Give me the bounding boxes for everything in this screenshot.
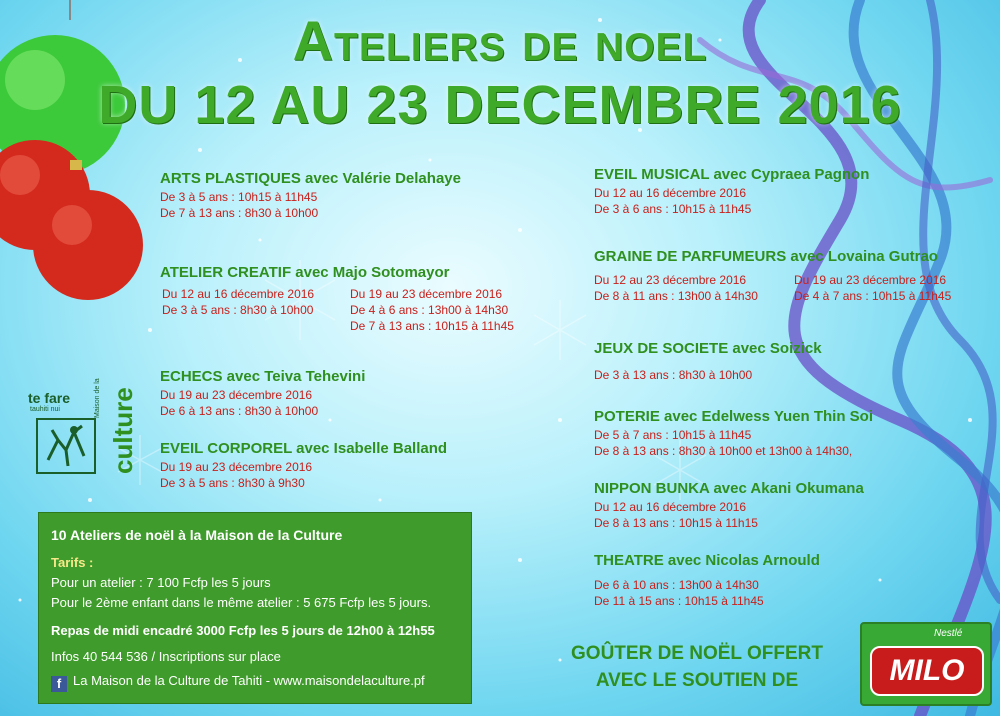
schedule-line: De 7 à 13 ans : 10h15 à 11h45 bbox=[350, 319, 514, 333]
schedule-line: De 4 à 7 ans : 10h15 à 11h45 bbox=[794, 289, 952, 303]
tarif-line: Pour un atelier : 7 100 Fcfp les 5 jours bbox=[51, 575, 271, 590]
schedule-line: Du 12 au 23 décembre 2016 bbox=[594, 273, 747, 287]
workshop-graine-de-parfumeurs bbox=[594, 248, 952, 303]
schedule-line: De 3 à 6 ans : 10h15 à 11h45 bbox=[594, 202, 752, 216]
schedule-line: De 3 à 5 ans : 8h30 à 9h30 bbox=[160, 476, 305, 490]
tarifs-label: Tarifs : bbox=[51, 555, 94, 570]
schedule-line: De 3 à 5 ans : 8h30 à 10h00 bbox=[162, 303, 314, 317]
workshop-heading: THEATRE avec Nicolas Arnould bbox=[594, 552, 820, 569]
schedule-column-left bbox=[594, 272, 758, 304]
workshop-heading: JEUX DE SOCIETE avec Soizick bbox=[594, 340, 822, 357]
logo-te-fare: te fare bbox=[28, 390, 71, 406]
schedule-line: De 11 à 15 ans : 10h15 à 11h45 bbox=[594, 594, 764, 608]
workshop-heading: ARTS PLASTIQUES avec Valérie Delahaye bbox=[160, 170, 461, 187]
logo-maison-de-la: Maison de la bbox=[94, 378, 101, 418]
tarif-line: Pour le 2ème enfant dans le même atelier : 5 675 Fcfp les 5 jours. bbox=[51, 595, 432, 610]
maison-de-la-culture-logo bbox=[28, 378, 138, 478]
schedule-line: Du 12 au 16 décembre 2016 bbox=[162, 287, 315, 301]
poster-title: Ateliers de noel bbox=[292, 9, 708, 72]
schedule-column-right bbox=[350, 286, 514, 334]
gouter-notice bbox=[552, 640, 842, 694]
workshop-nippon-bunka bbox=[594, 480, 864, 531]
schedule-line: Du 12 au 16 décembre 2016 bbox=[594, 186, 747, 200]
logo-culture: culture bbox=[108, 387, 138, 474]
schedule-column-right bbox=[794, 272, 951, 304]
workshop-eveil-corporel bbox=[160, 440, 447, 491]
schedule-line: Du 19 au 23 décembre 2016 bbox=[350, 287, 503, 301]
schedule-line: De 8 à 13 ans : 10h15 à 11h15 bbox=[594, 516, 758, 530]
workshop-heading: EVEIL CORPOREL avec Isabelle Balland bbox=[160, 440, 448, 457]
workshop-atelier-creatif bbox=[160, 264, 514, 333]
schedule-line: Du 12 au 16 décembre 2016 bbox=[594, 500, 747, 514]
gouter-line: GOÛTER DE NOËL OFFERT bbox=[571, 643, 823, 664]
schedule-line: Du 19 au 23 décembre 2016 bbox=[160, 388, 313, 402]
workshop-heading: EVEIL MUSICAL avec Cypraea Pagnon bbox=[594, 166, 870, 183]
poster-dates: DU 12 AU 23 DECEMBRE 2016 bbox=[98, 75, 902, 135]
schedule-line: De 6 à 10 ans : 13h00 à 14h30 bbox=[594, 578, 759, 592]
facebook-text: La Maison de la Culture de Tahiti - www.maisondelaculture.pf bbox=[73, 673, 425, 688]
logo-figure-icon bbox=[36, 418, 96, 474]
workshop-theatre bbox=[594, 552, 820, 609]
schedule-line: Du 19 au 23 décembre 2016 bbox=[160, 460, 313, 474]
schedule-line: De 6 à 13 ans : 8h30 à 10h00 bbox=[160, 404, 319, 418]
info-heading: 10 Ateliers de noël à la Maison de la Culture bbox=[51, 527, 343, 543]
milo-sponsor-logo bbox=[860, 622, 992, 706]
schedule-line: De 5 à 7 ans : 10h15 à 11h45 bbox=[594, 428, 752, 442]
infos-line: Infos 40 544 536 / Inscriptions sur place bbox=[51, 649, 281, 664]
workshop-jeux-de-societe bbox=[594, 340, 822, 383]
logo-figure-graphic bbox=[38, 420, 94, 472]
workshop-eveil-musical bbox=[594, 166, 869, 217]
info-box bbox=[38, 512, 472, 704]
facebook-icon: f bbox=[51, 676, 67, 692]
schedule-line: De 8 à 13 ans : 8h30 à 10h00 et 13h00 à 14h30, bbox=[594, 444, 853, 458]
facebook-line[interactable] bbox=[51, 673, 425, 692]
schedule-line: De 3 à 13 ans : 8h30 à 10h00 bbox=[594, 368, 753, 382]
schedule-line: Du 19 au 23 décembre 2016 bbox=[794, 273, 947, 287]
nestle-label: Nestlé bbox=[934, 628, 963, 639]
workshop-heading: ATELIER CREATIF avec Majo Sotomayor bbox=[160, 264, 450, 281]
schedule-column-left bbox=[162, 286, 314, 318]
schedule-line: De 8 à 11 ans : 13h00 à 14h30 bbox=[594, 289, 758, 303]
milo-wordmark: MILO bbox=[870, 646, 984, 696]
workshop-arts-plastiques bbox=[160, 170, 461, 221]
gouter-line: AVEC LE SOUTIEN DE bbox=[595, 670, 799, 691]
workshop-heading: ECHECS avec Teiva Tehevini bbox=[160, 368, 366, 385]
workshop-heading: NIPPON BUNKA avec Akani Okumana bbox=[594, 480, 864, 497]
schedule-line: De 3 à 5 ans : 10h15 à 11h45 bbox=[160, 190, 318, 204]
schedule-line: De 7 à 13 ans : 8h30 à 10h00 bbox=[160, 206, 319, 220]
workshop-poterie bbox=[594, 408, 873, 459]
workshop-heading: POTERIE avec Edelwess Yuen Thin Soi bbox=[594, 408, 873, 425]
workshop-heading: GRAINE DE PARFUMEURS avec Lovaina Gutrao bbox=[594, 248, 938, 265]
repas-line: Repas de midi encadré 3000 Fcfp les 5 jours de 12h00 à 12h55 bbox=[51, 623, 435, 638]
workshop-echecs bbox=[160, 368, 365, 419]
schedule-line: De 4 à 6 ans : 13h00 à 14h30 bbox=[350, 303, 509, 317]
logo-tauhiti-nui: tauhiti nui bbox=[30, 406, 60, 413]
